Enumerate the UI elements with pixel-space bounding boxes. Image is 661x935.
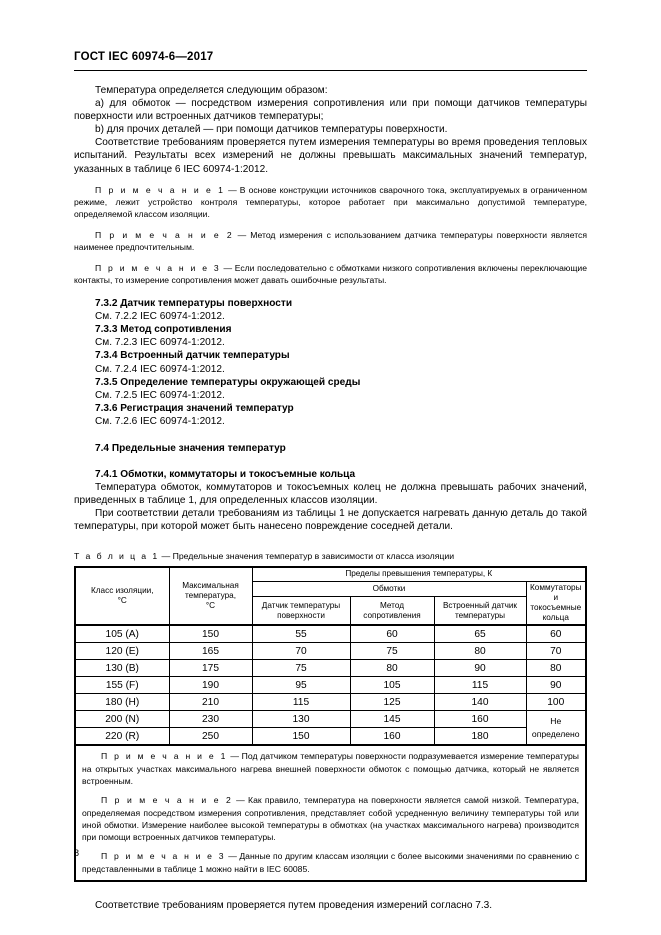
table-caption-label: Т а б л и ц а 1 xyxy=(74,551,160,562)
cell-resistance: 160 xyxy=(350,728,434,746)
th-resistance-method xyxy=(350,597,434,626)
section-ref-7-3-2: См. 7.2.2 IEC 60974-1:2012. xyxy=(95,310,225,322)
table-note-2-text: — Как правило, температура на поверхности является самой низкой. Температура, определяемая посредством измерения сопротивления, представляет собой усредненную величину температуры той или иной обмотки. Измерение наиболее высокой температуры в обмотках (на участках максимального нагрева) производится при помощи встроенных датчиков температуры. xyxy=(82,795,579,843)
cell-commutators: 100 xyxy=(526,694,586,711)
spacer xyxy=(74,882,587,895)
table-row xyxy=(75,660,586,677)
note-1 xyxy=(74,184,587,221)
th-resistance-method-line2: сопротивления xyxy=(363,610,421,620)
table-notes-row xyxy=(75,745,586,881)
page-content xyxy=(74,84,587,912)
list-item-b: b) для прочих деталей — при помощи датчиков температуры поверхности. xyxy=(95,124,448,136)
section-ref-7-3-4: См. 7.2.4 IEC 60974-1:2012. xyxy=(95,363,225,375)
cell-embedded: 160 xyxy=(434,711,526,728)
cell-max-temperature: 190 xyxy=(169,677,252,694)
section-heading-7-4: 7.4 Предельные значения температур xyxy=(95,442,286,454)
th-embedded-sensor xyxy=(434,597,526,626)
section-ref-7-3-5: См. 7.2.5 IEC 60974-1:2012. xyxy=(95,389,225,401)
table-header-row-1 xyxy=(75,567,586,581)
th-commutators-line1: Коммутаторы xyxy=(530,582,582,592)
standard-title: ГОСТ IEC 60974-6—2017 xyxy=(74,51,214,63)
section-heading-7-3-6: 7.3.6 Регистрация значений температур xyxy=(95,403,294,415)
cell-insulation-class: 105 (A) xyxy=(75,625,169,643)
section-heading-7-3-5: 7.3.5 Определение температуры окружающей среды xyxy=(95,376,361,388)
page-header xyxy=(74,50,587,64)
th-commutators-line3: кольца xyxy=(542,613,569,623)
table-row xyxy=(75,677,586,694)
cell-surface-sensor: 115 xyxy=(252,694,350,711)
section-7-4-1-paragraph-2: При соответствии детали требованиям из таблицы 1 не допускается нагревать данную деталь до такой температуры, при которой может быть нанесено повреждение соседней детали. xyxy=(74,508,587,533)
th-max-temperature-line2: температура, xyxy=(185,591,236,601)
cell-commutators: 70 xyxy=(526,643,586,660)
cell-embedded: 65 xyxy=(434,625,526,643)
closing-paragraph: Соответствие требованиям проверяется путем проведения измерений согласно 7.3. xyxy=(95,900,493,911)
table-row xyxy=(75,643,586,660)
note-1-text: — В основе конструкции источников сварочного тока, эксплуатируемых в ограниченном режиме, лежит устройство контроля температуры, которое работает при максимально допустимой температуре, определяемой классом изоляции. xyxy=(74,184,587,220)
page-number: 8 xyxy=(74,848,80,858)
spacer xyxy=(82,843,579,850)
cell-max-temperature: 210 xyxy=(169,694,252,711)
th-commutators-slip-rings xyxy=(526,581,586,625)
cell-max-temperature: 250 xyxy=(169,728,252,746)
th-group-temperature-limits: Пределы превышения температуры, К xyxy=(252,567,586,581)
cell-embedded: 80 xyxy=(434,643,526,660)
section-heading-7-4-1: 7.4.1 Обмотки, коммутаторы и токосъемные кольца xyxy=(95,468,356,480)
note-3-label: П р и м е ч а н и е 3 xyxy=(95,262,221,273)
note-2-label: П р и м е ч а н и е 2 xyxy=(95,229,234,240)
th-insulation-class-line2: °C xyxy=(117,596,127,606)
note-2-text: — Метод измерения с использованием датчика температуры поверхности является наименее предпочтительным. xyxy=(74,229,587,253)
cell-resistance: 75 xyxy=(350,643,434,660)
cell-embedded: 115 xyxy=(434,677,526,694)
note-2 xyxy=(74,229,587,254)
table-body xyxy=(75,625,586,881)
table-row xyxy=(75,728,586,746)
spacer xyxy=(82,787,579,794)
table-caption-text: — Предельные значения температур в зависимости от класса изоляции xyxy=(159,551,455,562)
section-heading-7-3-3: 7.3.3 Метод сопротивления xyxy=(95,323,232,335)
table-head xyxy=(75,567,586,625)
th-embedded-sensor-line2: температуры xyxy=(454,610,506,620)
section-heading-7-3-2: 7.3.2 Датчик температуры поверхности xyxy=(95,297,293,309)
table-row xyxy=(75,625,586,643)
cell-resistance: 80 xyxy=(350,660,434,677)
cell-resistance: 125 xyxy=(350,694,434,711)
cell-max-temperature: 165 xyxy=(169,643,252,660)
cell-resistance: 105 xyxy=(350,677,434,694)
cell-commutators: 90 xyxy=(526,677,586,694)
cell-insulation-class: 220 (R) xyxy=(75,728,169,746)
th-commutators-line2: и токосъемные xyxy=(530,592,582,612)
cell-insulation-class: 130 (B) xyxy=(75,660,169,677)
th-max-temperature-line1: Максимальная xyxy=(182,581,239,591)
cell-insulation-class: 180 (H) xyxy=(75,694,169,711)
cell-max-temperature: 175 xyxy=(169,660,252,677)
section-ref-7-3-6: См. 7.2.6 IEC 60974-1:2012. xyxy=(95,416,225,428)
table-note-2-label: П р и м е ч а н и е 2 xyxy=(101,795,233,806)
section-7-4-1-paragraph-1: Температура обмоток, коммутаторов и токосъемных колец не должна превышать рабочих значений, приведенных в таблице 1, для определенных классов изоляции. xyxy=(74,481,587,507)
spacer xyxy=(74,176,587,184)
table-row xyxy=(75,694,586,711)
section-ref-7-3-3: См. 7.2.3 IEC 60974-1:2012. xyxy=(95,337,225,349)
temperature-limits-table xyxy=(74,566,587,882)
cell-max-temperature: 230 xyxy=(169,711,252,728)
cell-surface-sensor: 75 xyxy=(252,660,350,677)
th-insulation-class xyxy=(75,567,169,625)
cell-surface-sensor: 150 xyxy=(252,728,350,746)
cell-surface-sensor: 70 xyxy=(252,643,350,660)
conformity-paragraph: Соответствие требованиям проверяется путем измерения температуры во время проведения тепловых испытаний. Результаты всех измерений не должны превышать максимальных значений температур, указанных в таблице 6 IEC 60974-1:2012. xyxy=(74,137,587,175)
th-max-temperature xyxy=(169,567,252,625)
cell-commutators: 60 xyxy=(526,625,586,643)
cell-surface-sensor: 95 xyxy=(252,677,350,694)
th-surface-sensor-line2: поверхности xyxy=(277,610,325,620)
cell-commutators: 80 xyxy=(526,660,586,677)
th-max-temperature-line3: °C xyxy=(205,601,216,611)
header-divider xyxy=(74,70,587,71)
section-heading-7-3-4: 7.3.4 Встроенный датчик температуры xyxy=(95,350,290,362)
cell-insulation-class: 200 (N) xyxy=(75,711,169,728)
th-embedded-sensor-line1: Встроенный датчик xyxy=(442,600,518,610)
cell-embedded: 90 xyxy=(434,660,526,677)
note-1-label: П р и м е ч а н и е 1 xyxy=(95,184,225,195)
table-note-3-label: П р и м е ч а н и е 3 xyxy=(101,851,226,862)
table-note-1-label: П р и м е ч а н и е 1 xyxy=(101,751,228,762)
table-row xyxy=(75,711,586,728)
note-3-text: — Если последовательно с обмотками низкого сопротивления включены переключающие контакты, то измерение сопротивления может давать ошибочные результаты. xyxy=(74,262,587,286)
table-note-2 xyxy=(82,794,579,843)
table-caption xyxy=(74,550,587,562)
cell-surface-sensor: 55 xyxy=(252,625,350,643)
intro-paragraph: Температура определяется следующим образом: xyxy=(95,85,328,96)
cell-resistance: 60 xyxy=(350,625,434,643)
spacer xyxy=(74,455,587,468)
table-notes-cell xyxy=(75,745,586,881)
spacer xyxy=(74,221,587,229)
th-surface-sensor xyxy=(252,597,350,626)
list-item-a: a) для обмоток — посредством измерения сопротивления или при помощи датчиков температуры поверхности или встроенных датчиков температуры; xyxy=(74,98,587,123)
spacer xyxy=(74,533,587,546)
spacer xyxy=(74,287,587,297)
note-3 xyxy=(74,262,587,287)
cell-insulation-class: 155 (F) xyxy=(75,677,169,694)
table-note-1-text: — Под датчиком температуры поверхности подразумевается измерение температуры на открытых участках максимального нагрева внешней поверхности обмоток с помощью датчика, который не является встроенным. xyxy=(82,751,579,786)
cell-surface-sensor: 130 xyxy=(252,711,350,728)
cell-commutators-not-defined: Не определено xyxy=(526,711,586,746)
cell-insulation-class: 120 (E) xyxy=(75,643,169,660)
th-surface-sensor-line1: Датчик температуры xyxy=(261,600,341,610)
table-note-3-text: — Данные по другим классам изоляции с более высокими значениями по сравнению с представленными в таблице 1 можно найти в IEC 60085. xyxy=(82,851,579,874)
cell-embedded: 140 xyxy=(434,694,526,711)
th-group-windings: Обмотки xyxy=(252,581,526,597)
spacer xyxy=(74,429,587,442)
table-note-3 xyxy=(82,850,579,875)
th-insulation-class-line1: Класс изоляции, xyxy=(91,586,154,596)
cell-max-temperature: 150 xyxy=(169,625,252,643)
spacer xyxy=(74,254,587,262)
th-resistance-method-line1: Метод xyxy=(379,600,404,610)
cell-resistance: 145 xyxy=(350,711,434,728)
cell-embedded: 180 xyxy=(434,728,526,746)
table-note-1 xyxy=(82,750,579,787)
